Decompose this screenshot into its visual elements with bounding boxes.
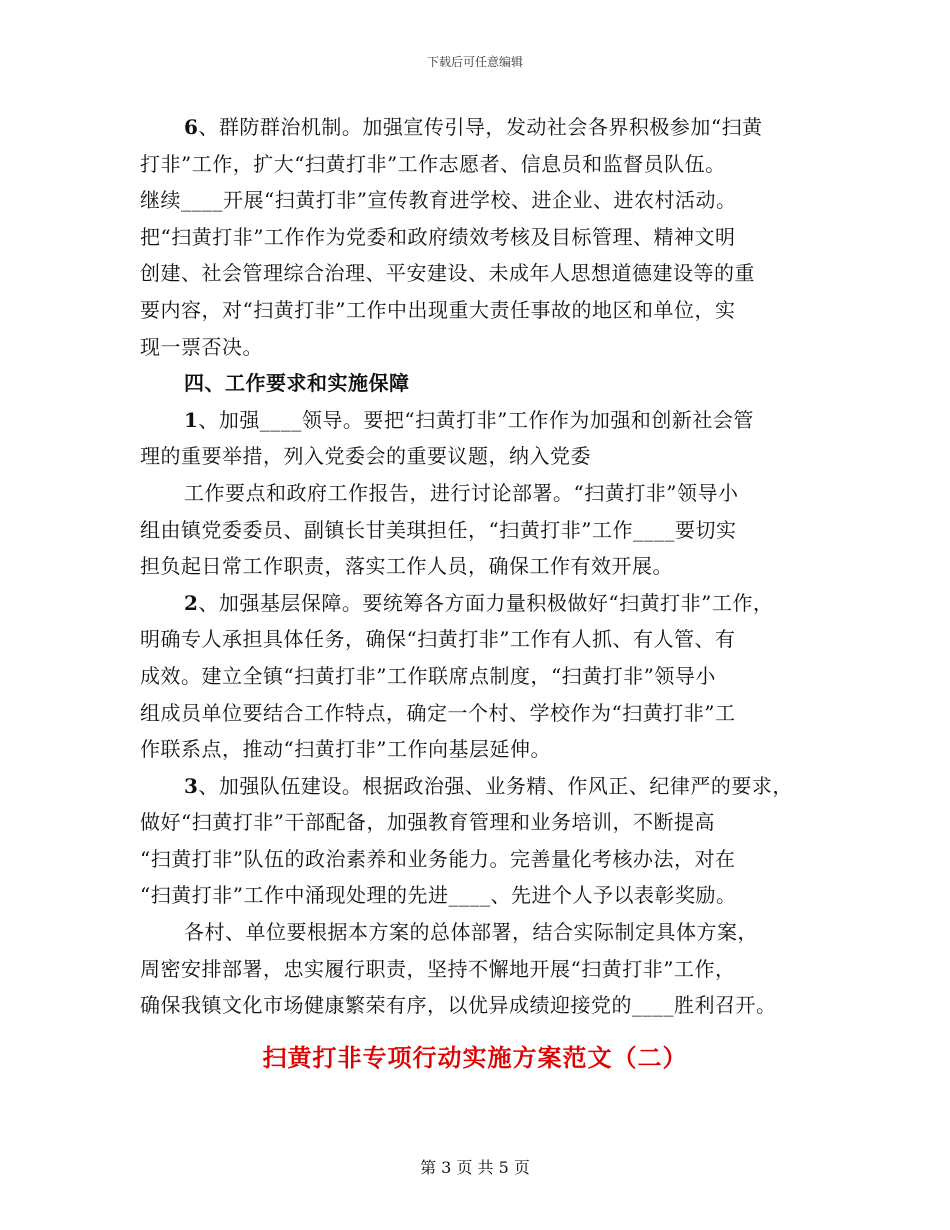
document-body	[140, 109, 830, 1024]
paragraph-2-line-5: 作联系点，推动“扫黄打非”工作向基层延伸。	[140, 737, 551, 762]
paragraph-6-line-2: 打非”工作，扩大“扫黄打非”工作志愿者、信息员和监督员队伍。	[140, 151, 726, 176]
paragraph-6-line-1: 6、群防群治机制。加强宣传引导，发动社会各界积极参加“扫黄	[184, 115, 763, 139]
paragraph-3-line-4: “扫黄打非”工作中涌现处理的先进____、先进个人予以表彰奖励。	[140, 883, 737, 908]
paragraph-3-line-2: 做好“扫黄打非”干部配备，加强教育管理和业务培训，不断提高	[140, 810, 715, 835]
paragraph-6-line-4: 把“扫黄打非”工作作为党委和政府绩效考核及目标管理、精神文明	[140, 224, 736, 249]
paragraph-1-line-2: 理的重要举措，列入党委会的重要议题，纳入党委	[140, 444, 591, 469]
section-title-red: 扫黄打非专项行动实施方案范文（二）	[262, 1044, 688, 1072]
paragraph-1b-line-3: 担负起日常工作职责，落实工作人员，确保工作有效开展。	[140, 554, 673, 579]
paragraph-2-line-1: 2、加强基层保障。要统筹各方面力量积极做好“扫黄打非”工作，	[184, 590, 774, 615]
paragraph-2-line-3: 成效。建立全镇“扫黄打非”工作联席点制度，“扫黄打非”领导小	[140, 663, 716, 688]
item-number: 3	[184, 773, 199, 798]
paragraph-1b-line-2: 组由镇党委委员、副镇长甘美琪担任，“扫黄打非”工作____要切实	[140, 517, 737, 542]
paragraph-6-line-3: 继续____开展“扫黄打非”宣传教育进学校、进企业、进农村活动。	[140, 188, 737, 213]
item-number: 6	[184, 115, 199, 139]
item-number: 1	[184, 407, 199, 432]
closing-line-1: 各村、单位要根据本方案的总体部署，结合实际制定具体方案，	[184, 920, 758, 945]
paragraph-3-line-1: 3、加强队伍建设。根据政治强、业务精、作风正、纪律严的要求，	[184, 773, 793, 798]
closing-line-2: 周密安排部署，忠实履行职责，坚持不懈地开展“扫黄打非”工作，	[140, 956, 736, 981]
paragraph-1-line-1: 1、加强____领导。要把“扫黄打非”工作作为加强和创新社会管	[184, 407, 754, 432]
page-footer: 第 3 页 共 5 页	[420, 1158, 530, 1177]
paragraph-1b-line-1: 工作要点和政府工作报告，进行讨论部署。“扫黄打非”领导小	[184, 480, 739, 505]
section-heading: 四、工作要求和实施保障	[184, 371, 410, 396]
paragraph-6-line-7: 现一票否决。	[140, 334, 263, 359]
paragraph-2-line-2: 明确专人承担具体任务，确保“扫黄打非”工作有人抓、有人管、有	[140, 627, 736, 652]
paragraph-3-line-3: “扫黄打非”队伍的政治素养和业务能力。完善量化考核办法，对在	[140, 846, 736, 871]
item-number: 2	[184, 590, 199, 615]
paragraph-6-line-5: 创建、社会管理综合治理、平安建设、未成年人思想道德建设等的重	[140, 261, 755, 286]
paragraph-2-line-4: 组成员单位要结合工作特点，确定一个村、学校作为“扫黄打非”工	[140, 700, 736, 725]
page-header: 下载后可任意编辑	[426, 55, 523, 69]
paragraph-6-line-6: 要内容，对“扫黄打非”工作中出现重大责任事故的地区和单位，实	[140, 297, 736, 322]
closing-line-3: 确保我镇文化市场健康繁荣有序，以优异成绩迎接党的____胜利召开。	[140, 993, 777, 1018]
